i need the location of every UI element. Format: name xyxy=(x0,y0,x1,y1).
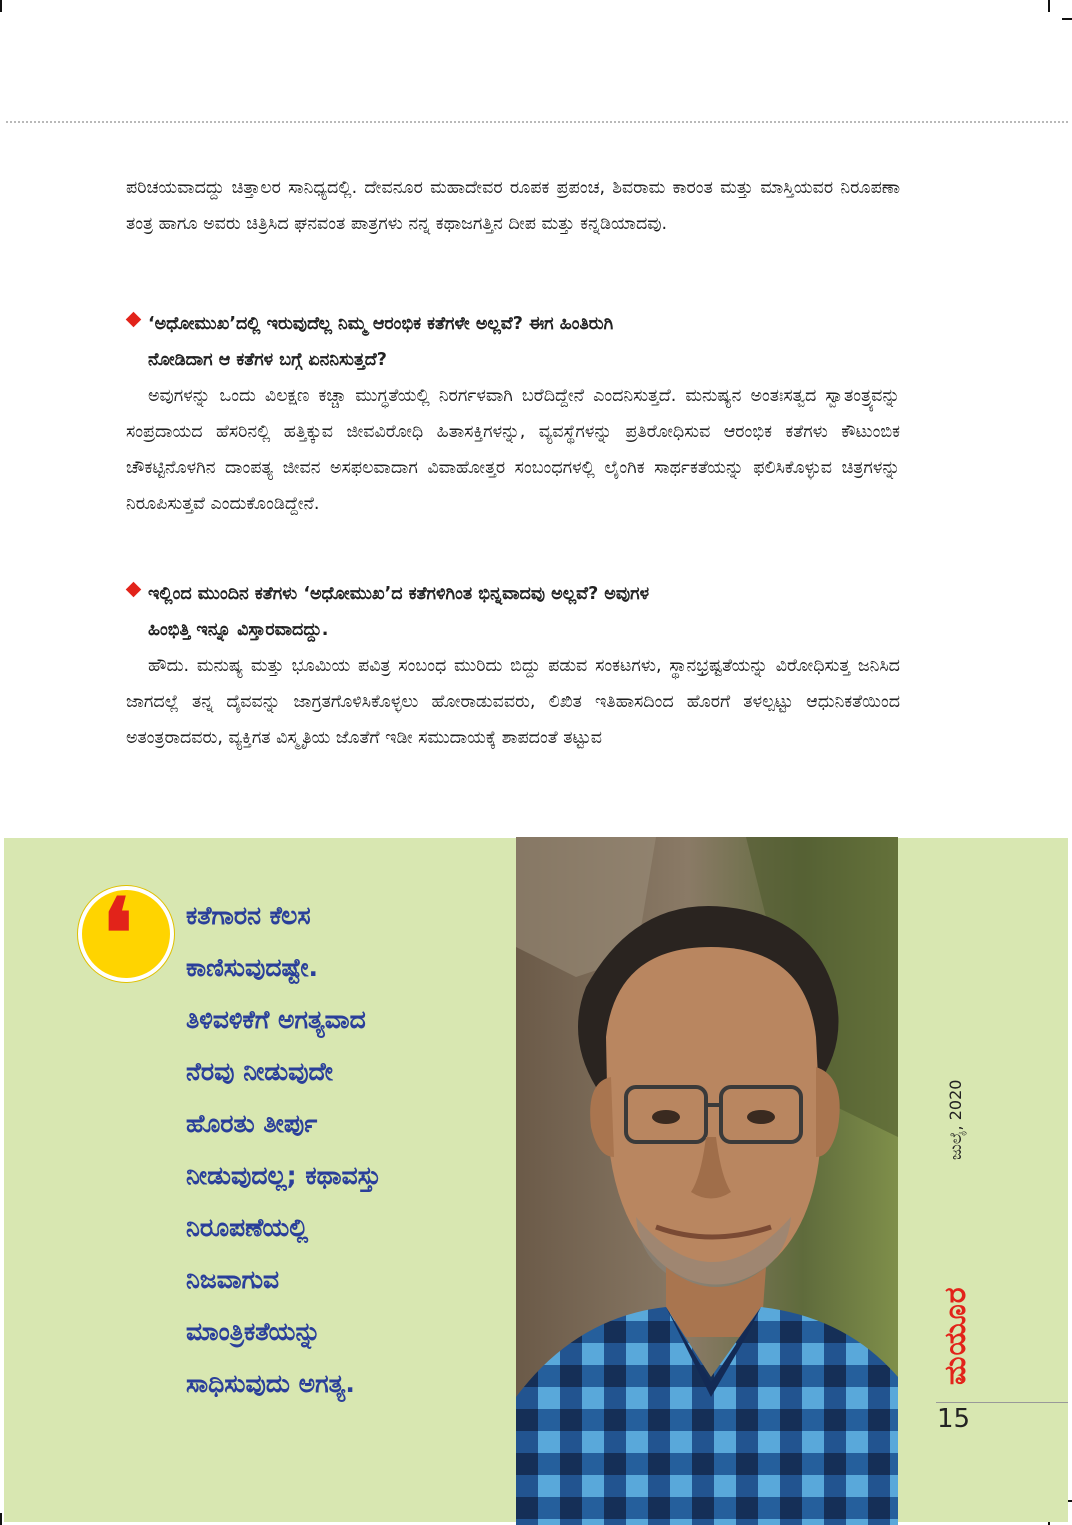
pull-quote-line: ನೀಡುವುದಲ್ಲ; ಕಥಾವಸ್ತು xyxy=(186,1161,382,1190)
pull-quote-line: ತಿಳಿವಳಿಕೆಗೆ ಅಗತ್ಯವಾದ xyxy=(186,1005,366,1034)
pull-quote-line: ಸಾಧಿಸುವುದು ಅಗತ್ಯ. xyxy=(186,1369,355,1398)
answer-2 xyxy=(126,648,900,756)
crop-mark xyxy=(0,0,2,12)
question-2 xyxy=(126,576,900,648)
pull-quote-line: ನಿರೂಪಣೆಯಲ್ಲಿ xyxy=(186,1213,309,1242)
folio-rule xyxy=(936,1402,1068,1403)
pull-quote-line: ನಿಜವಾಗುವ xyxy=(186,1265,280,1294)
question-2-line-2: ಹಿಂಭಿತ್ತಿ ಇನ್ನೂ ವಿಸ್ತಾರವಾದದ್ದು. xyxy=(148,620,329,640)
question-1-line-1: ‘ಅಧೋಮುಖ’ದಲ್ಲಿ ಇರುವುದೆಲ್ಲ ನಿಮ್ಮ ಆರಂಭಿಕ ಕತೆಗಳೇ ಅಲ್ಲವೆ? ಈಗ ಹಿಂತಿರುಗಿ xyxy=(148,314,614,334)
answer-1 xyxy=(126,378,900,522)
quote-mark-icon: ❛ xyxy=(78,886,174,982)
question-2-line-1: ಇಲ್ಲಿಂದ ಮುಂದಿನ ಕತೆಗಳು ‘ಅಧೋಮುಖ’ದ ಕತೆಗಳಿಗಿಂತ ಭಿನ್ನವಾದವು ಅಲ್ಲವೆ? ಅವುಗಳ xyxy=(148,584,650,604)
pull-quote-line: ಕತೆಗಾರನ ಕೆಲಸ xyxy=(186,901,311,930)
crop-mark xyxy=(1062,18,1072,20)
answer-1-text: ಅವುಗಳನ್ನು ಒಂದು ವಿಲಕ್ಷಣ ಕಚ್ಚಾ ಮುಗ್ಧತೆಯಲ್ಲಿ ನಿರರ್ಗಳವಾಗಿ ಬರೆದಿದ್ದೇನೆ ಎಂದನಿಸುತ್ತದೆ. ಮನುಷ್ಯನ ಅಂತಃಸತ್ವದ ಸ್ವಾತಂತ್ರ್ಯವನ್ನು ಸಂಪ್ರದಾಯದ ಹೆಸರಿನಲ್ಲಿ ಹತ್ತಿಕ್ಕುವ ಜೀವವಿರೋಧಿ ಹಿತಾಸಕ್ತಿಗಳನ್ನು, ವ್ಯವಸ್ಥೆಗಳನ್ನು ಪ್ರತಿರೋಧಿಸುವ ಆರಂಭಿಕ ಕತೆಗಳು ಕೌಟುಂಬಿಕ ಚೌಕಟ್ಟಿನೊಳಗಿನ ದಾಂಪತ್ಯ ಜೀವನ ಅಸಫಲವಾದಾಗ ವಿವಾಹೋತ್ತರ ಸಂಬಂಧಗಳಲ್ಲಿ ಲೈಂಗಿಕ ಸಾರ್ಥಕತೆಯನ್ನು ಫಲಿಸಿಕೊಳ್ಳುವ ಚಿತ್ರಗಳನ್ನು ನಿರೂಪಿಸುತ್ತವೆ ಎಂದುಕೊಂಡಿದ್ದೇನೆ. xyxy=(126,386,900,514)
magazine-name: ಮಯೂರ xyxy=(938,1286,973,1385)
pull-quote-line: ಮಾಂತ್ರಿಕತೆಯನ್ನು xyxy=(186,1317,321,1346)
question-1-line-2: ನೋಡಿದಾಗ ಆ ಕತೆಗಳ ಬಗ್ಗೆ ಏನನಿಸುತ್ತದೆ? xyxy=(148,350,387,370)
issue-date: ಜುಲೈ, 2020 xyxy=(946,1079,965,1160)
author-portrait-photo xyxy=(516,837,898,1525)
pull-quote-line: ಹೊರತು ತೀರ್ಪು xyxy=(186,1109,318,1138)
answer-2-text: ಹೌದು. ಮನುಷ್ಯ ಮತ್ತು ಭೂಮಿಯ ಪವಿತ್ರ ಸಂಬಂಧ ಮುರಿದು ಬಿದ್ದು ಪಡುವ ಸಂಕಟಗಳು, ಸ್ಥಾನಭ್ರಷ್ಟತೆಯನ್ನು ವಿರೋಧಿಸುತ್ತ ಜನಿಸಿದ ಜಾಗದಲ್ಲೆ ತನ್ನ ದೈವವನ್ನು ಜಾಗ್ರತಗೊಳಿಸಿಕೊಳ್ಳಲು ಹೋರಾಡುವವರು, ಲಿಖಿತ ಇತಿಹಾಸದಿಂದ ಹೊರಗೆ ತಳಲ್ಪಟ್ಟು ಆಧುನಿಕತೆಯಿಂದ ಅತಂತ್ರರಾದವರು, ವ್ಯಕ್ತಿಗತ ವಿಸ್ಮೃತಿಯ ಜೊತೆಗೆ ಇಡೀ ಸಮುದಾಯಕ್ಕೆ ಶಾಪದಂತೆ ತಟ್ಟುವ xyxy=(126,656,900,748)
question-1 xyxy=(126,306,900,378)
intro-paragraph: ಪರಿಚಯವಾದದ್ದು ಚಿತ್ತಾಲರ ಸಾನಿಧ್ಯದಲ್ಲಿ. ದೇವನೂರ ಮಹಾದೇವರ ರೂಪಕ ಪ್ರಪಂಚ, ಶಿವರಾಮ ಕಾರಂತ ಮತ್ತು ಮಾಸ್ತಿಯವರ ನಿರೂಪಣಾ ತಂತ್ರ ಹಾಗೂ ಅವರು ಚಿತ್ರಿಸಿದ ಘನವಂತ ಪಾತ್ರಗಳು ನನ್ನ ಕಥಾಜಗತ್ತಿನ ದೀಪ ಮತ್ತು ಕನ್ನಡಿಯಾದವು. xyxy=(126,178,900,234)
folio-sidebar xyxy=(898,838,1068,1522)
crop-mark xyxy=(1048,0,1050,12)
pull-quote xyxy=(186,890,506,1410)
pull-quote-line: ಕಾಣಿಸುವುದಷ್ಟೇ. xyxy=(186,953,319,982)
pull-quote-line: ನೆರವು ನೀಡುವುದೇ xyxy=(186,1057,333,1086)
page-number: 15 xyxy=(937,1404,971,1434)
crop-mark xyxy=(0,1513,2,1525)
header-dotted-divider xyxy=(6,121,1068,123)
